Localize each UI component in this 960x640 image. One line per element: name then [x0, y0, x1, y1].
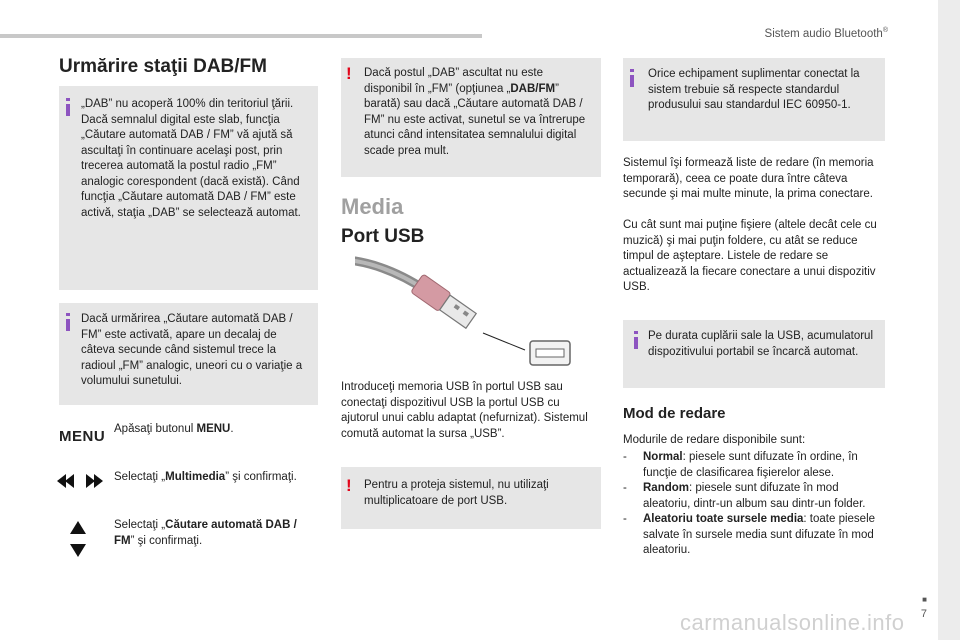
header-rule — [0, 34, 482, 38]
info-icon — [66, 104, 70, 116]
list-item — [623, 481, 888, 512]
playlist-update-text: Cu cât sunt mai puţine fişiere (altele decât cele cu muzică) şi mai puţin foldere, cu atât se reduce timpul de aşteptare. Listele de redare se actualizează la fiecare conectare a unui dispozitiv USB. — [623, 219, 877, 293]
warning-dab-fm-text — [364, 66, 594, 159]
list-item — [623, 450, 888, 481]
step-select-multimedia-option: Multimedia — [165, 471, 226, 483]
page-marker: ■ — [922, 595, 927, 604]
page-number-value: 7 — [920, 608, 927, 620]
info-box-dab-coverage — [59, 86, 318, 290]
page-title: Urmărire staţii DAB/FM — [59, 56, 267, 77]
step-select-multimedia — [114, 470, 318, 486]
left-right-arrows-icon — [57, 474, 103, 488]
warning-usb-multiplier-text: Pentru a proteja sistemul, nu utilizaţi multiplicatoare de port USB. — [364, 479, 549, 507]
info-box-dab-delay — [59, 303, 318, 405]
section-header — [700, 27, 888, 40]
info-iec-standard-text: Orice echipament suplimentar conectat la sistem trebuie să respecte standardul produsului sau standardul IEC 60950-1. — [648, 68, 860, 111]
up-down-arrows-icon — [70, 521, 86, 557]
watermark-text: carmanualsonline.info — [680, 610, 905, 635]
list-item — [623, 512, 888, 559]
usb-instructions-text: Introduceţi memoria USB în portul USB sau conectaţi dispozitivul USB la portul USB cu ajutorul unui cablu adaptat (nefurnizat). Sistemul comută automat la sursa „USB”. — [341, 381, 588, 440]
warning-dab-fm-option: DAB/FM — [510, 82, 556, 95]
step-select-auto-search-pre: Selectaţi „ — [114, 519, 166, 531]
step-press-menu-pre: Apăsaţi butonul — [114, 423, 197, 435]
warning-exclamation-icon: ! — [346, 64, 352, 83]
usb-cable-illustration — [355, 255, 575, 370]
info-icon — [634, 337, 638, 349]
media-section-title: Media — [341, 194, 404, 219]
step-select-multimedia-pre: Selectaţi „ — [114, 471, 166, 483]
info-box-iec-standard — [623, 58, 885, 141]
mode-name: Random — [643, 482, 689, 494]
menu-key-label: MENU — [59, 428, 106, 445]
warning-box-usb-multiplier — [341, 467, 601, 529]
info-dab-delay-text: Dacă urmărirea „Căutare automată DAB / FM” este activată, apare un decalaj de câteva secunde când sistemul trece la radioul „FM” analogic, uneori cu o variaţie a volumului sunetului. — [81, 313, 303, 387]
usb-port-title: Port USB — [341, 226, 425, 247]
step-select-auto-search-post: ” şi confirmaţi. — [130, 534, 203, 547]
play-mode-list — [623, 450, 888, 559]
mode-name: Normal — [643, 451, 683, 463]
step-select-multimedia-post: ” şi confirmaţi. — [225, 471, 297, 483]
page-number — [921, 593, 927, 621]
warning-dab-fm-post: ” barată) sau dacă „Căutare automată DAB / FM” nu este activat, sunetul se va întrerupe atunci când intensitatea semnalului digital scade prea mult. — [364, 82, 586, 157]
step-press-menu — [114, 422, 318, 438]
section-header-text: Sistem audio Bluetooth — [764, 27, 883, 40]
mode-description: : toate piesele salvate în sursele media sunt difuzate în mod aleatoriu. — [643, 513, 876, 556]
step-select-auto-search — [114, 518, 318, 549]
warning-dab-fm-pre: Dacă postul „DAB” ascultat nu este disponibil în „FM” (opţiunea „ — [364, 67, 543, 95]
playlist-creation-text: Sistemul îşi formează liste de redare (în memoria temporară), ceea ce poate dura între câteva secunde şi mai multe minute, la prima conectare. — [623, 157, 874, 200]
warning-box-dab-fm — [341, 58, 601, 177]
page-edge-strip — [938, 0, 960, 640]
warning-exclamation-icon: ! — [346, 476, 352, 495]
play-mode-intro: Modurile de redare disponibile sunt: — [623, 434, 806, 446]
step-select-auto-search-option: Căutare automată DAB / FM — [114, 519, 297, 547]
mode-description: : piesele sunt difuzate în mod aleatoriu, dintr-un album sau dintr-un folder. — [643, 482, 866, 510]
info-box-usb-charging — [623, 320, 885, 388]
info-dab-coverage-text: „DAB” nu acoperă 100% din teritoriul ţării. Dacă semnalul digital este slab, funcţia „Căutare automată DAB / FM” vă ajută să ascultaţi în continuare acelaşi post, prin trecerea automată la postul radio „FM” analogic corespondent (dacă există). Când funcţia „Căutare automată DAB / FM” este activă, staţia „DAB” se selectează automat. — [81, 98, 301, 219]
registered-mark: ® — [882, 27, 888, 34]
info-icon — [66, 319, 70, 331]
step-press-menu-key: MENU — [196, 423, 231, 435]
mode-description: : piesele sunt difuzate în ordine, în funcţie de clasificarea fişierelor alese. — [643, 451, 858, 479]
mode-name: Aleatoriu toate sursele media — [643, 513, 804, 525]
play-mode-title: Mod de redare — [623, 405, 726, 422]
step-press-menu-post: . — [230, 423, 234, 435]
info-icon — [630, 75, 634, 87]
info-usb-charging-text: Pe durata cuplării sale la USB, acumulatorul dispozitivului portabil se încarcă automat. — [648, 330, 874, 358]
